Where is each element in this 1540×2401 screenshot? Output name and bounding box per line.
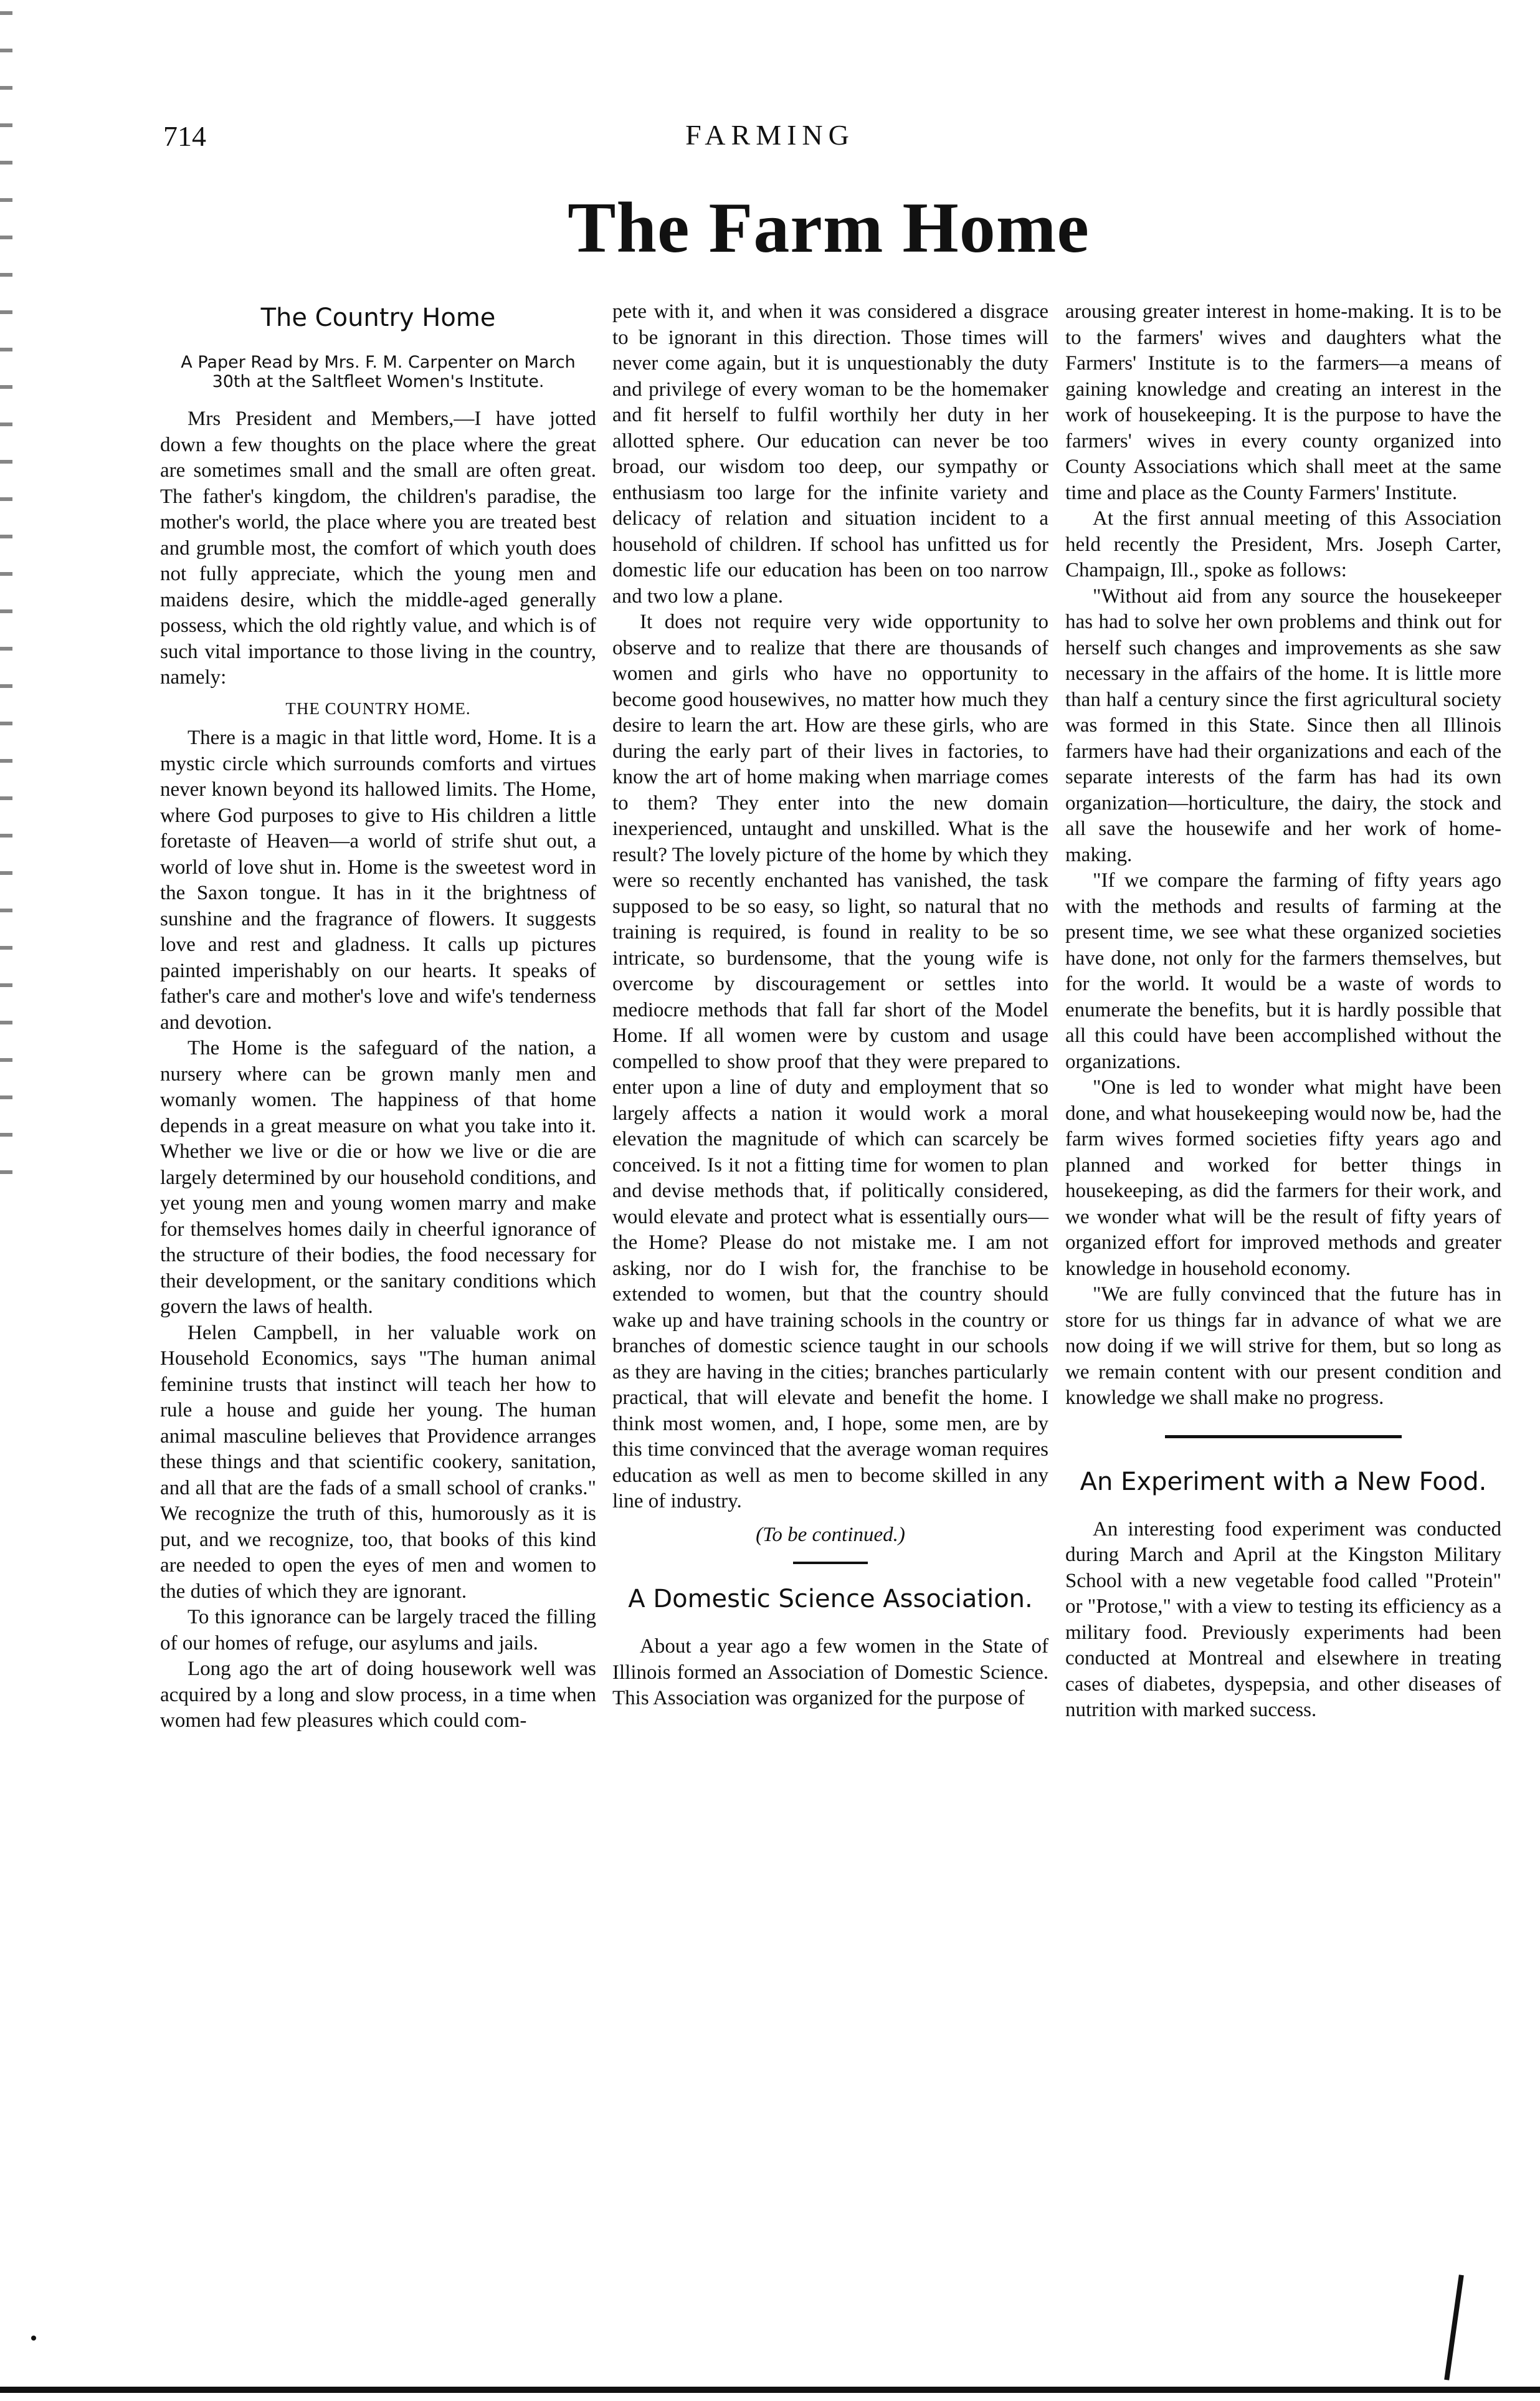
article-title-domestic-science: A Domestic Science Association. — [628, 1585, 1033, 1613]
paragraph: "One is led to wonder what might have been done, and what housekeeping would now be, had the farm wives formed societies fifty years ago and planned and worked for better things in housekeeping, as did the farmers for their work, and we wonder what will be the result of fifty years of organized effort for improved methods and greater knowledge in household economy. — [1065, 1076, 1501, 1280]
print-mark — [31, 2336, 36, 2341]
print-mark — [1444, 2275, 1464, 2380]
article-title-experiment: An Experiment with a New Food. — [1080, 1467, 1487, 1496]
paragraph: There is a magic in that little word, Home. It is a mystic circle which surrounds comforts and virtues never known beyond its hallowed limits. The Home, where God purposes to give to His children a little foretaste of Heaven—a world of strife shut out, a world of love shut in. Home is the sweetest word in the Saxon tongue. It has in it the brightness of sunshine and the fragrance of flowers. It suggests love and rest and gladness. It calls up pictures painted imperishably on our hearts. It speaks of father's care and mother's love and wife's tenderness and devotion. — [160, 727, 596, 1034]
page-number: 714 — [163, 120, 206, 152]
column-2 — [612, 299, 1048, 1712]
paragraph: To this ignorance can be largely traced the filling of our homes of refuge, our asylums and jails. — [160, 1606, 596, 1654]
paragraph: "We are fully convinced that the future has in store for us things far in advance of what we are now doing if we will strive for them, but so long as we remain content with our present condition and knowledge we shall make no progress. — [1065, 1283, 1501, 1409]
paragraph: An interesting food experiment was conducted during March and April at the Kingston Military School with a new vegetable food called "Protein" or "Protose," with a view to testing its efficiency as a military food. Previously experiments had been conducted at Montreal and elsewhere in treating cases of diabetes, dyspepsia, and other diseases of nutrition with marked success. — [1065, 1517, 1501, 1721]
paragraph: "If we compare the farming of fifty years ago with the methods and results of farming at the present time, we see what these organized societies have done, not only for the farmers themselves, but for the world. It would be a waste of words to enumerate the benefits, but it is hardly possible that all this could have been accomplished without the organizations. — [1065, 869, 1501, 1073]
article-byline: A Paper Read by Mrs. F. M. Carpenter on March 30th at the Saltfleet Women's Institute. — [181, 353, 576, 391]
paragraph: Mrs President and Members,—I have jotted down a few thoughts on the place where the great are sometimes small and the small are often great. The father's kingdom, the children's paradise, the mother's world, the place where you are treated best and grumble most, the comfort of which youth does not fully appreciate, which the young men and maidens desire, which the middle-aged generally possess, which the old rightly value, and which is of such vital importance to those living in the country, namely: — [160, 408, 596, 689]
column-3 — [1065, 299, 1501, 1724]
paragraph-continued: arousing greater interest in home-making. It is to be to the farmers' wives and daughters what the Farmers' Institute is to the farmers—a means of gaining knowledge and creating an interest in the work of housekeeping. It is the purpose to have the farmers' wives in every county organized into County Associations which shall meet at the same time and place as the County Farmers' Institute. — [1065, 300, 1501, 504]
subheading: THE COUNTRY HOME. — [285, 699, 471, 718]
article-title-country-home: The Country Home — [260, 303, 496, 332]
column-1 — [160, 299, 596, 1734]
paragraph: "Without aid from any source the housekeeper has had to solve her own problems and think out for herself such changes and improvements as she saw necessary in the affairs of the home. It is little more than half a century since the first agricultural society was formed in this State. Since then all Illinois farmers have had their organizations and each of the separate interests of the farm has had its own organization—horticulture, the dairy, the stock and all save the housewife and her work of home-making. — [1065, 585, 1501, 866]
section-title: The Farm Home — [568, 188, 1090, 268]
paragraph: Helen Campbell, in her valuable work on Household Economics, says "The human animal feminine trusts that instinct will teach her how to rule a house and guide her young. The human animal masculine believes that Providence arranges these things and that scientific cookery, sanitation, and all that are the fads of a small school of cranks." We recognize the truth of this, humorously as it is put, and we recognize, too, that books of this kind are needed to open the eyes of men and women to the duties of which they are ignorant. — [160, 1321, 596, 1603]
paragraph: About a year ago a few women in the State of Illinois formed an Association of Domestic Science. This Association was organized for the purpose of — [612, 1635, 1048, 1709]
continued-note: (To be continued.) — [756, 1523, 905, 1546]
running-head: FARMING — [685, 119, 855, 151]
page-bottom-rule — [0, 2387, 1540, 2393]
paragraph: It does not require very wide opportunity to observe and to realize that there are thousands of women and girls who have no opportunity to become good housewives, no matter how much they desire to learn the art. How are these girls, who are during the early part of their lives in factories, to know the art of home making when marriage comes to them? They enter into the new domain inexperienced, untaught and unskilled. What is the result? The lovely picture of the home by which they were so recently enchanted has vanished, the task supposed to be so easy, so light, so natural that no training is required, is found in reality to be so intricate, so burdensome, that the young wife is overcome by discouragement or settles into mediocre methods that fall far short of the Model Home. If all women were by custom and usage compelled to show proof that they were prepared to enter upon a line of duty and employment that so largely affects a nation it would work a moral elevation the magnitude of which can scarcely be conceived. Is it not a fitting time for women to plan and devise methods that, if politically considered, would elevate and protect what is essentially ours—the Home? Please do not mistake me. I am not asking, nor do I wish for, the franchise to be extended to women, but that the country should wake up and have training schools in the country or branches of domestic science taught in our schools as they are having in the cities; branches particularly practical, that will elevate and benefit the home. I think most women, and, I hope, some men, are by this time convinced that the average woman requires education as well as men to become skilled in any line of industry. — [612, 611, 1048, 1512]
divider — [1165, 1435, 1402, 1438]
divider — [793, 1562, 868, 1564]
paragraph: Long ago the art of doing housework well was acquired by a long and slow process, in a time when women had few pleasures which could com- — [160, 1658, 596, 1732]
paragraph-continued: pete with it, and when it was considered a disgrace to be ignorant in this direction. Those times will never come again, but it is unquestionably the duty and privilege of every woman to be the homemaker and fit herself to fulfil worthily her duty in her allotted sphere. Our education can never be too broad, our wisdom too deep, our sympathy or enthusiasm too large for the infinite variety and delicacy of relation and situation incident to a household of children. If school has unfitted us for domestic life our education has been on too narrow and two low a plane. — [612, 300, 1048, 608]
page-edge-marks — [0, 0, 12, 1184]
paragraph: The Home is the safeguard of the nation, a nursery where can be grown manly men and womanly women. The happiness of that home depends in a great measure on what you take into it. Whether we live or die or how we live or die are largely determined by our household conditions, and yet young men and young women marry and make for themselves homes daily in cheerful ignorance of the structure of their bodies, the food necessary for their development, or the sanitary conditions which govern the laws of health. — [160, 1037, 596, 1318]
paragraph: At the first annual meeting of this Association held recently the President, Mrs. Joseph Carter, Champaign, Ill., spoke as follows: — [1065, 507, 1501, 581]
